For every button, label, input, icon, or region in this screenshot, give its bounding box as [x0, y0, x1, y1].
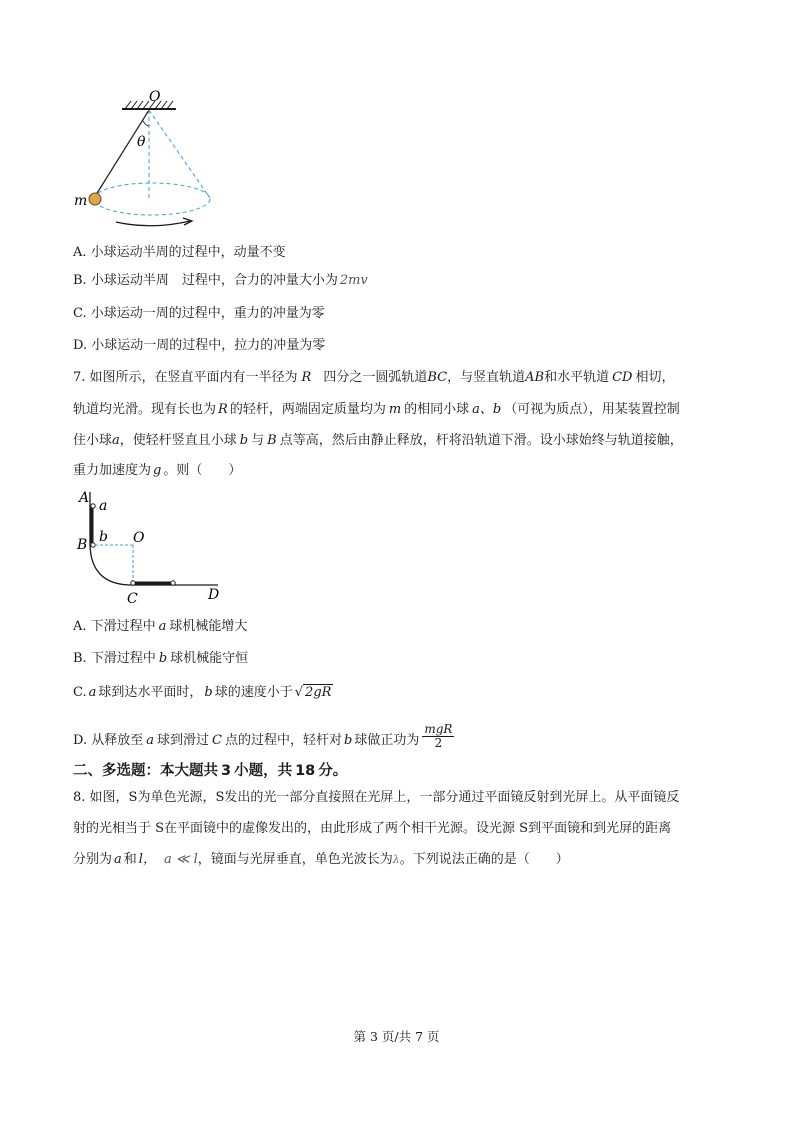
q7-option-b: [73, 651, 248, 667]
var-a: a: [114, 852, 122, 867]
q7-text: 相切，: [635, 370, 675, 385]
q7-option-c: [73, 684, 333, 701]
label-D: D: [208, 587, 220, 603]
track-figure: [72, 488, 232, 608]
var-l: l，: [138, 852, 156, 867]
page-footer: 第 3 页/共 7 页: [353, 1029, 440, 1044]
var-a: a: [112, 433, 120, 448]
q7-option-d: [73, 722, 454, 754]
var-b: b: [158, 651, 168, 666]
q8-stem-line1: [73, 790, 679, 806]
q7-option-text: D. 从释放至: [73, 733, 144, 748]
q8-stem-line2: [73, 821, 671, 837]
q7-option-text: 球做正功为: [354, 733, 420, 748]
condition-a-much-less-than-l: a ≪ l: [163, 852, 198, 867]
section-heading-text: 小题，共: [234, 763, 293, 779]
q6-option-a-text: A. 小球运动半周的过程中，动量不变: [73, 245, 286, 260]
q7-text: 与: [251, 433, 265, 448]
label-O: O: [133, 530, 145, 546]
var-R: R: [218, 402, 228, 417]
var-C: C: [212, 733, 222, 748]
q7-option-a: [73, 619, 247, 635]
section-heading-text: 二、多选题：本大题共: [73, 763, 218, 779]
var-b: b: [204, 685, 213, 700]
q7-text: ，使轻杆竖直且小球: [119, 433, 237, 448]
var-m: m: [388, 402, 402, 417]
var-b: b: [239, 433, 249, 448]
label-A: A: [79, 490, 90, 506]
var-AB: AB: [525, 370, 545, 385]
q7-option-text: 球到达水平面时，: [98, 685, 203, 700]
sqrt-expression: √ 2gR: [294, 685, 332, 700]
q7-text: 四分之一圆弧轨道: [323, 370, 428, 385]
q7-option-text: 球机械能守恒: [170, 651, 249, 666]
label-O: O: [149, 89, 161, 105]
fraction-mgR-over-2: [422, 723, 454, 750]
var-g: g: [153, 463, 162, 478]
q7-stem-line3: [73, 433, 683, 449]
section-question-count: 3: [221, 763, 232, 779]
q7-text: 的轻杆，两端固定质量均为: [229, 402, 386, 417]
q8-stem-line3: [73, 852, 569, 868]
q8-text: 。下列说法正确的是（ ）: [399, 852, 569, 867]
q6-option-c-text: C. 小球运动一周的过程中，重力的冲量为零: [73, 306, 325, 321]
label-C: C: [127, 591, 138, 607]
sqrt-radicand: 2gR: [305, 685, 332, 700]
label-B: B: [77, 537, 88, 553]
q7-text: 7. 如图所示，在竖直平面内有一半径为: [73, 370, 298, 385]
q7-stem-line1: [73, 370, 674, 386]
label-theta: θ: [137, 134, 146, 150]
q6-option-b-text: B. 小球运动半周 过程中，合力的冲量大小为: [73, 273, 338, 288]
q7-option-text: A. 下滑过程中: [73, 619, 156, 634]
section-score: 18: [295, 763, 316, 779]
q7-text: 的相同小球: [404, 402, 470, 417]
q6-option-d-text: D. 小球运动一周的过程中，拉力的冲量为零: [73, 338, 326, 353]
var-a: a: [88, 685, 97, 700]
section-heading-text: 分。: [318, 763, 348, 779]
var-R: R: [301, 370, 312, 385]
fraction-numerator: mgR: [424, 722, 453, 736]
conical-pendulum-figure: [70, 88, 250, 238]
var-BC: BC: [427, 370, 448, 385]
label-m: m: [74, 193, 88, 209]
var-B: B: [267, 433, 277, 448]
var-ab: a、b: [472, 402, 502, 417]
q7-text: ，与竖直轨道: [447, 370, 526, 385]
q6-option-a: [73, 245, 286, 261]
q7-text: （可视为质点），用某装置控制: [504, 402, 680, 417]
var-CD: CD: [612, 370, 633, 385]
q7-option-text: C.: [73, 685, 87, 700]
var-b: b: [343, 733, 353, 748]
q6-option-d: [73, 338, 325, 354]
q8-text: 分别为: [73, 852, 113, 867]
q7-text: 和水平轨道: [544, 370, 610, 385]
q6-option-b-expr: 2mv: [339, 273, 368, 288]
q7-text: 重力加速度为: [73, 463, 152, 478]
q7-text: 点等高，然后由静止释放，杆将沿轨道下滑。设小球始终与轨道接触，: [279, 433, 683, 448]
q7-option-text: 球机械能增大: [169, 619, 248, 634]
q7-option-text: 球的速度小于: [214, 685, 293, 700]
q6-option-b: [73, 273, 368, 289]
q8-text: 8. 如图，S为单色光源，S发出的光一部分直接照在光屏上，一部分通过平面镜反射到光屏上。从平面镜反: [73, 790, 680, 805]
label-a: a: [99, 498, 108, 514]
fraction-denominator: 2: [434, 736, 443, 750]
q8-text: 和: [123, 852, 137, 867]
q8-text: ，镜面与光屏垂直，单色光波长为: [197, 852, 393, 867]
q7-option-text: 点的过程中，轻杆对: [224, 733, 342, 748]
q8-text: 射的光相当于 S在平面镜中的虚像发出的，由此形成了两个相干光源。设光源 S到平面镜和到光屏的距离: [73, 821, 672, 836]
var-a: a: [146, 733, 154, 748]
q7-text: 轨道均光滑。现有长也为: [73, 402, 217, 417]
section-heading: [73, 759, 347, 780]
var-a: a: [158, 619, 167, 634]
q7-stem-line4: [73, 463, 241, 479]
q7-option-text: B. 下滑过程中: [73, 651, 156, 666]
q7-option-text: 球到滑过: [157, 733, 210, 748]
label-b: b: [99, 529, 108, 545]
q7-text: 。则（ ）: [163, 463, 242, 478]
q7-text: 住小球: [73, 433, 113, 448]
q7-stem-line2: [73, 402, 680, 418]
q6-option-c: [73, 306, 325, 322]
var-lambda: λ: [392, 853, 400, 866]
